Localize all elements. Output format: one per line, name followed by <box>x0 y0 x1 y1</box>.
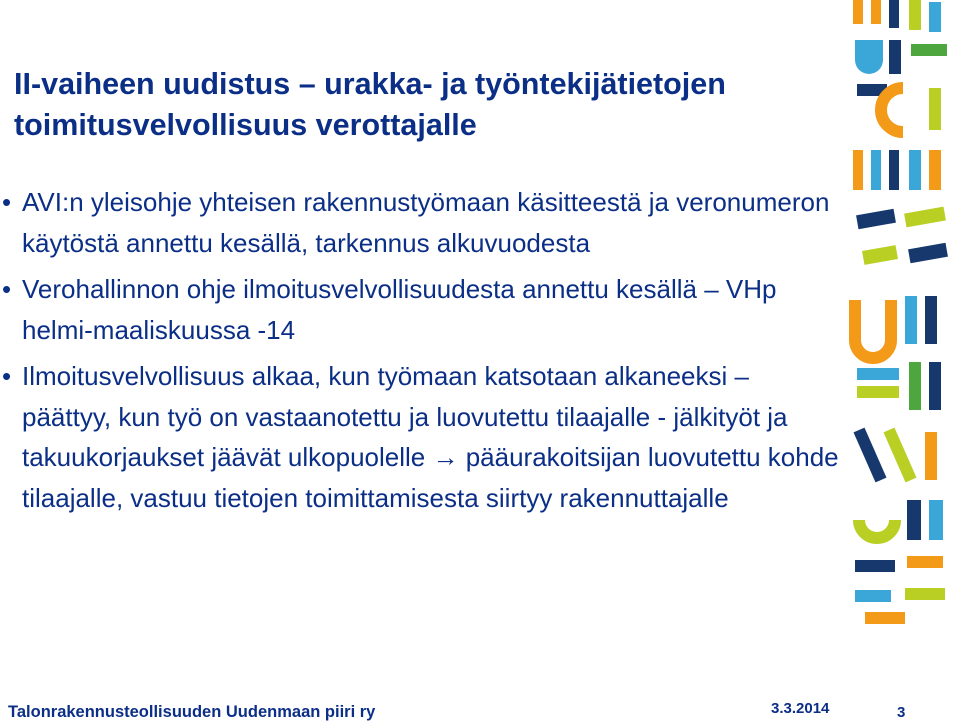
bullet-marker: • <box>2 187 12 217</box>
slide-title: II-vaiheen uudistus – urakka- ja työntekijätietojen toimitusvelvollisuus verottajalle <box>14 67 726 142</box>
bullet-item <box>0 356 840 518</box>
bullet-list <box>0 182 840 524</box>
slide-date: 3.3.2014 <box>771 700 830 717</box>
bullet-item <box>0 269 840 350</box>
decorative-pattern <box>845 0 960 640</box>
page-number: 3 <box>897 704 906 721</box>
decorative-shapes <box>853 0 948 624</box>
bullet-text: AVI:n yleisohje yhteisen rakennustyömaan käsitteestä ja veronumeron käytöstä annettu kesällä, tarkennus alkuvuodesta <box>22 187 830 258</box>
bullet-marker: • <box>2 361 12 391</box>
bullet-marker: • <box>2 274 12 304</box>
bullet-item <box>0 182 840 263</box>
bullet-text: Ilmoitusvelvollisuus alkaa, kun työmaan katsotaan alkaneeksi – päättyy, kun työ on vastaanotettu ja luovutettu tilaajalle - jälkityöt ja takuukorjaukset jäävät ulkopuolelle → pääurakoitsijan luovutettu kohde tilaajalle, vastuu tietojen toimittamisesta siirtyy rakennuttajalle <box>22 361 839 513</box>
bullet-text: Verohallinnon ohje ilmoitusvelvollisuudesta annettu kesällä – VHp helmi-maaliskuussa -14 <box>22 274 777 345</box>
footer-organization: Talonrakennusteollisuuden Uudenmaan piiri ry <box>8 703 376 721</box>
